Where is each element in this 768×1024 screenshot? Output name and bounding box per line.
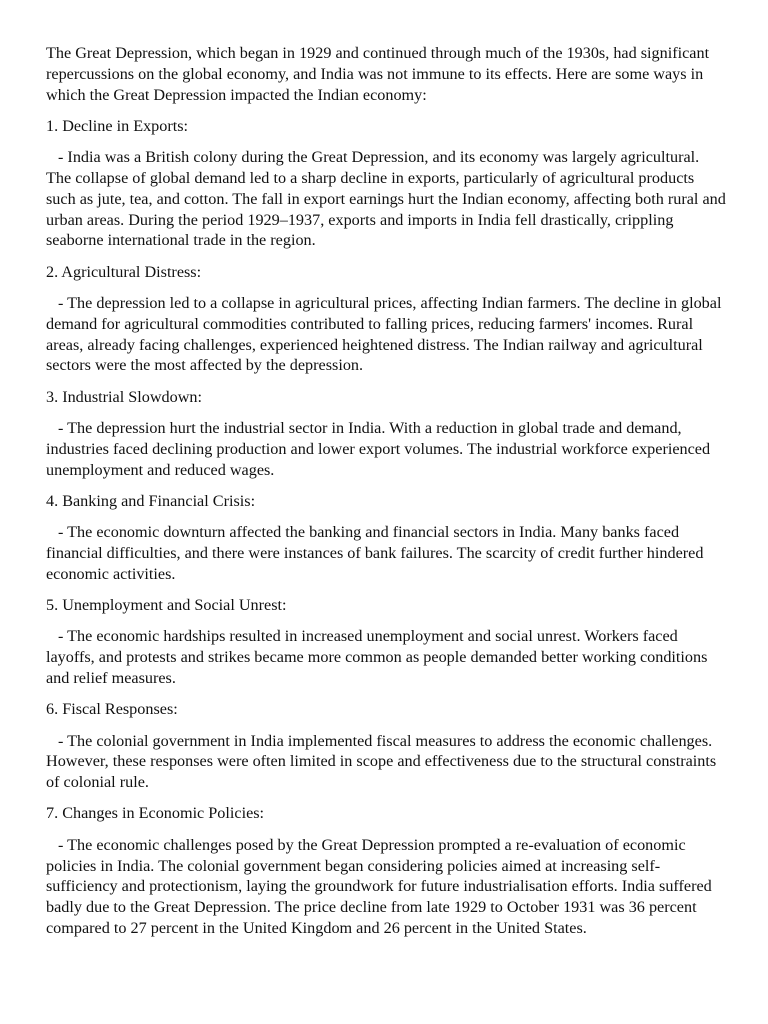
section-heading-unemployment: 5. Unemployment and Social Unrest: [46, 596, 287, 615]
intro-paragraph: The Great Depression, which began in 1929 and continued through much of the 1930s, had significant repercussions on the global economy, and India was not immune to its effects. Here are some ways in which the Great Depression impacted the Indian economy: [46, 44, 710, 104]
section-body-policies: - The economic challenges posed by the Great Depression prompted a re-evaluation of economic policies in India. The colonial government began considering policies aimed at increasing self-sufficiency and protectionism, laying the groundwork for future industrialisation efforts. India suffered badly due to the Great Depression. The price decline from late 1929 to October 1931 was 36 percent compared to 27 percent in the United Kingdom and 26 percent in the United States. [46, 835, 712, 937]
section-heading-exports: 1. Decline in Exports: [46, 116, 189, 135]
section-heading-agriculture: 2. Agricultural Distress: [46, 262, 202, 281]
section-body-agriculture: - The depression led to a collapse in agricultural prices, affecting Indian farmers. The decline in global demand for agricultural commodities contributed to falling prices, reducing farmers' incomes. Rural areas, already facing challenges, experienced heightened distress. The Indian railway and agricultural sectors were the most affected by the depression. [46, 293, 722, 375]
section-body-industry: - The depression hurt the industrial sector in India. With a reduction in global trade and demand, industries faced declining production and lower export volumes. The industrial workforce experienced unemployment and reduced wages. [46, 418, 711, 479]
section-body-fiscal: - The colonial government in India implemented fiscal measures to address the economic challenges. However, these responses were often limited in scope and effectiveness due to the structural constraints of colonial rule. [46, 731, 717, 792]
section-body-unemployment: - The economic hardships resulted in increased unemployment and social unrest. Workers faced layoffs, and protests and strikes became more common as people demanded better working conditions and relief measures. [46, 627, 708, 687]
document-page [46, 43, 726, 949]
section-heading-industry: 3. Industrial Slowdown: [46, 387, 203, 406]
section-heading-banking: 4. Banking and Financial Crisis: [46, 491, 256, 510]
section-heading-fiscal: 6. Fiscal Responses: [46, 700, 178, 719]
section-heading-policies: 7. Changes in Economic Policies: [46, 804, 265, 823]
section-body-banking: - The economic downturn affected the banking and financial sectors in India. Many banks faced financial difficulties, and there were instances of bank failures. The scarcity of credit further hindered economic activities. [46, 523, 704, 583]
section-body-exports: - India was a British colony during the Great Depression, and its economy was largely agricultural. The collapse of global demand led to a sharp decline in exports, particularly of agricultural products such as jute, tea, and cotton. The fall in export earnings hurt the Indian economy, affecting both rural and urban areas. During the period 1929–1937, exports and imports in India fell drastically, crippling seaborne international trade in the region. [46, 148, 726, 250]
